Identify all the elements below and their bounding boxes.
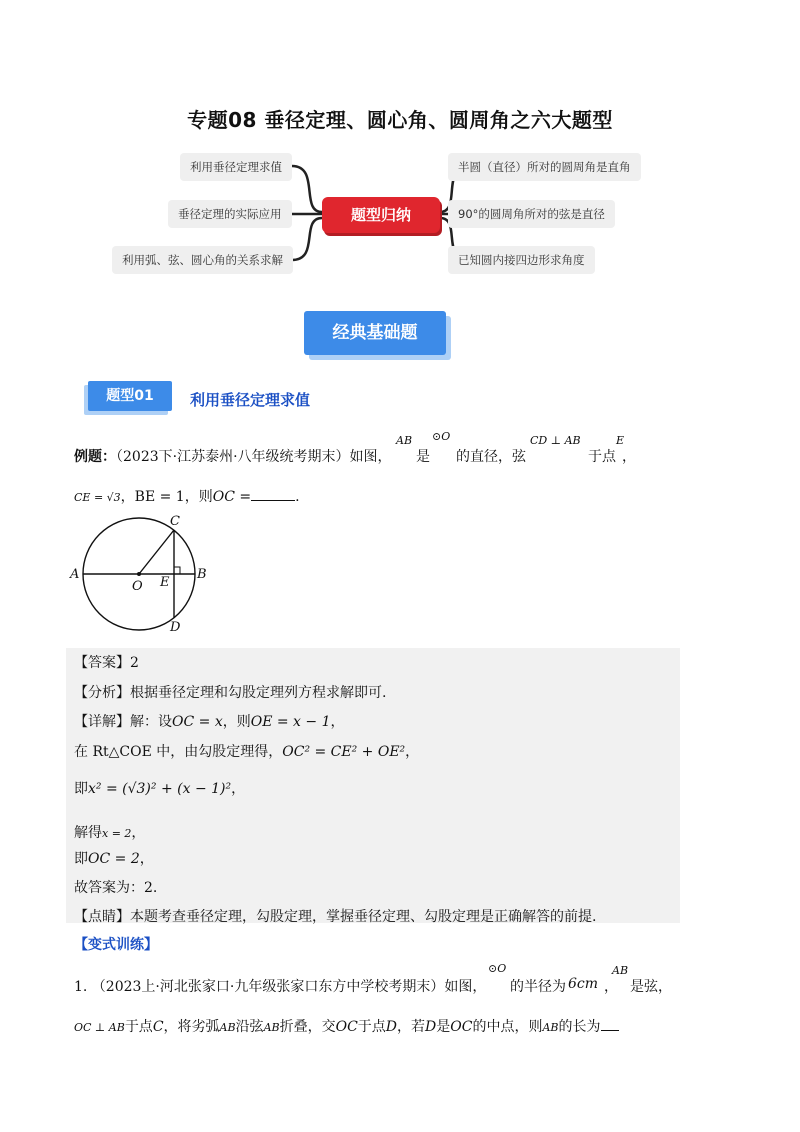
practice-text: ，: [604, 979, 618, 995]
practice-text: 的长为: [558, 1019, 601, 1035]
mindmap-right-node: 半圆（直径）所对的圆周角是直角: [448, 153, 641, 181]
practice-text: 是: [436, 1019, 451, 1035]
practice-text: ，若: [397, 1019, 426, 1035]
mindmap-center: 题型归纳: [322, 197, 440, 233]
comment-line: [74, 906, 596, 926]
mindmap-left-node: 利用垂径定理求值: [180, 153, 292, 181]
practice-text: 于点: [124, 1019, 153, 1035]
page-title: 专题08 垂径定理、圆心角、圆周角之六大题型: [187, 108, 613, 132]
pythagoras-line: [74, 741, 419, 761]
radius-oc: [139, 530, 174, 574]
section-tag: 题型01: [88, 381, 172, 411]
practice-text: 于点: [357, 1019, 386, 1035]
detail-tag: 【详解】: [74, 714, 130, 730]
text-period: .: [295, 489, 300, 505]
practice-math: D: [425, 1019, 437, 1035]
practice-math: AB: [219, 1021, 236, 1034]
text-at-point: 于点: [588, 449, 616, 465]
solve-line: [74, 822, 145, 842]
final-answer-line: 故答案为：2.: [74, 880, 158, 896]
solve-text: ，: [131, 825, 146, 841]
text-comma: ，: [622, 449, 636, 465]
practice-q1-line1: 1. （2023上·河北张家口·九年级张家口东方中学校考期末）如图，: [74, 979, 487, 995]
equation-text: 即: [74, 781, 88, 797]
detail-text: ，则: [222, 714, 251, 730]
mindmap-left-node: 利用弧、弦、圆心角的关系求解: [112, 246, 293, 274]
analysis-line: [74, 682, 386, 702]
analysis-text: 根据垂径定理和勾股定理列方程求解即可.: [130, 685, 387, 701]
analysis-tag: 【分析】: [74, 685, 130, 701]
practice-text: 的中点，则: [472, 1019, 543, 1035]
answer-blank: [601, 1018, 619, 1031]
practice-circle-o: ⊙O: [488, 962, 507, 975]
detail-math: OC = x: [172, 714, 223, 730]
practice-radius: 6cm: [568, 976, 599, 992]
detail-line: [74, 711, 344, 731]
result-math: OC = 2: [88, 851, 140, 867]
equation-math: x² = (√3)² + (x − 1)²: [88, 781, 232, 797]
circle-figure: [66, 510, 226, 636]
mindmap-right-node: 90°的圆周角所对的弦是直径: [448, 200, 615, 228]
center-point: [137, 572, 141, 576]
equation-line: [74, 778, 245, 798]
example-prefix: 例题：: [74, 449, 116, 465]
solve-math: x = 2: [102, 827, 132, 840]
section-banner: 经典基础题: [304, 311, 446, 355]
solve-text: 解得: [74, 825, 102, 841]
math-oc: OC =: [212, 489, 252, 505]
practice-q1-line2: [74, 1016, 619, 1036]
result-line: [74, 848, 154, 868]
practice-oc-perp: OC ⊥ AB: [74, 1021, 125, 1034]
practice-math: AB: [263, 1021, 280, 1034]
label-c: C: [170, 514, 180, 529]
detail-text: 解：设: [130, 714, 172, 730]
text-be: ，BE = 1，则: [120, 489, 213, 505]
text-diameter: 的直径，弦: [456, 449, 526, 465]
answer-line: [74, 652, 139, 672]
example-line-1: [74, 446, 392, 466]
result-text: 即: [74, 851, 88, 867]
practice-heading: 【变式训练】: [74, 937, 158, 953]
pythagoras-text: 在 Rt△COE 中，由勾股定理得，: [74, 744, 283, 760]
practice-text: 沿弦: [235, 1019, 264, 1035]
detail-text: ，: [330, 714, 345, 730]
math-cd-perp-ab: CD ⊥ AB: [530, 434, 581, 447]
comment-tag: 【点睛】: [74, 909, 130, 925]
practice-text: ，将劣弧: [163, 1019, 220, 1035]
comment-text: 本题考查垂径定理，勾股定理，掌握垂径定理、勾股定理是正确解答的前提.: [130, 909, 597, 925]
result-text: ，: [139, 851, 154, 867]
practice-text: 的半径为: [510, 979, 566, 995]
text-is: 是: [416, 449, 430, 465]
pythagoras-text: ，: [405, 744, 420, 760]
math-ab: AB: [396, 434, 413, 447]
mindmap-right-node: 已知圆内接四边形求角度: [448, 246, 595, 274]
example-source: （2023下·江苏泰州·八年级统考期末）如图，: [116, 449, 392, 465]
practice-text: 是弦，: [630, 979, 672, 995]
label-e: E: [160, 575, 170, 590]
pythagoras-equation: OC² = CE² + OE²: [282, 744, 406, 760]
practice-math: OC: [450, 1019, 473, 1035]
example-line-2: [74, 486, 300, 506]
answer-blank: [251, 488, 295, 501]
equation-text: ，: [231, 781, 246, 797]
answer-tag: 【答案】: [74, 655, 130, 671]
practice-math: C: [152, 1019, 164, 1035]
right-angle-mark: [174, 567, 180, 574]
answer-value: 2: [130, 655, 139, 671]
practice-math: OC: [335, 1019, 358, 1035]
practice-ab: AB: [612, 964, 629, 977]
section-label: 利用垂径定理求值: [190, 391, 311, 409]
label-b: B: [197, 567, 207, 582]
label-d: D: [170, 620, 181, 635]
practice-text: 折叠，交: [279, 1019, 336, 1035]
practice-math: AB: [542, 1021, 559, 1034]
math-ce: CE = √3: [74, 491, 121, 504]
label-a: A: [70, 567, 80, 582]
math-circle-o: ⊙O: [432, 430, 451, 443]
practice-math: D: [385, 1019, 398, 1035]
mindmap-left-node: 垂径定理的实际应用: [168, 200, 292, 228]
detail-math: OE = x − 1: [250, 714, 331, 730]
math-e: E: [616, 434, 625, 447]
label-o: O: [132, 579, 143, 594]
